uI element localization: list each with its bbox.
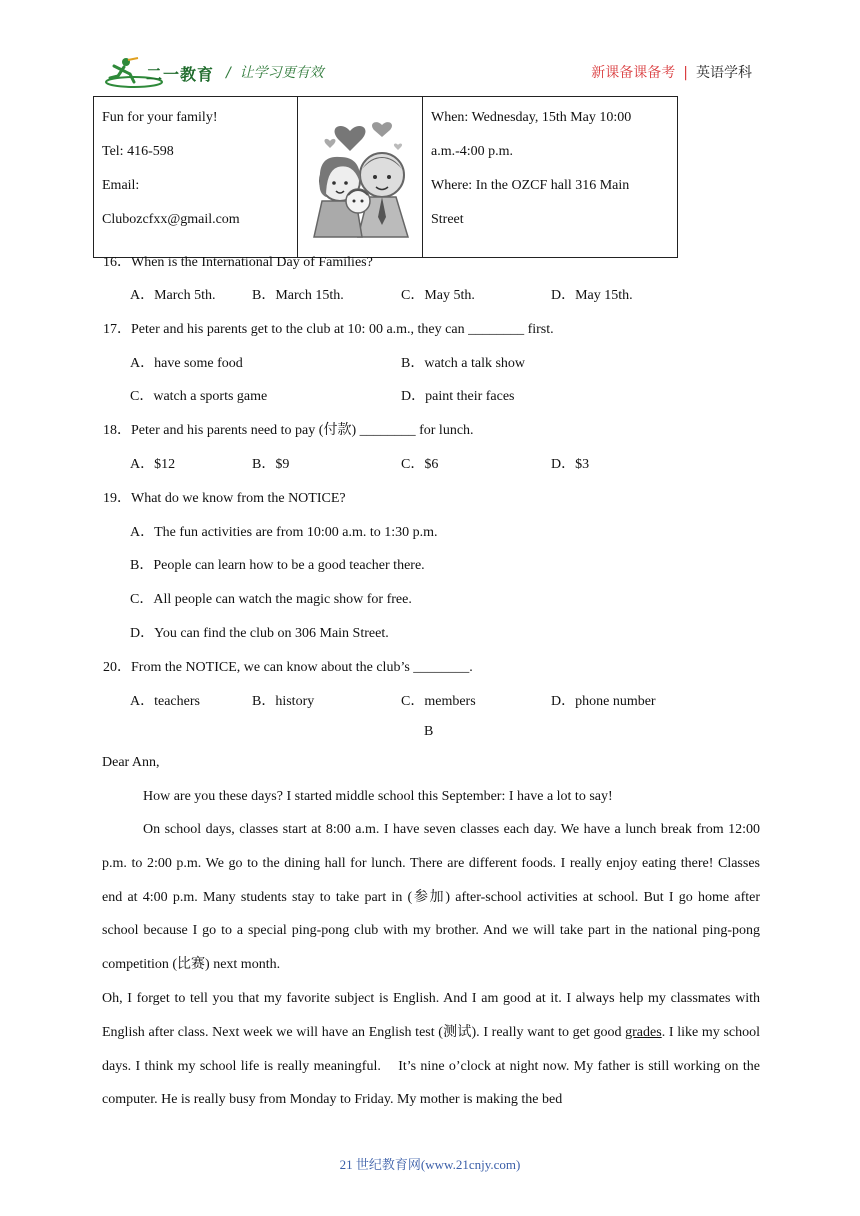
option-a: A．teachers	[130, 694, 200, 709]
option-d: D．$3	[551, 457, 590, 472]
page-header	[0, 0, 860, 92]
letter-paragraph	[102, 982, 760, 1117]
page-footer: 21 世纪教育网(www.21cnjy.com)	[339, 1157, 521, 1172]
option-c: C．members	[401, 694, 476, 709]
notice-line: When: Wednesday, 15th May 10:00	[431, 110, 632, 125]
letter-text: . I like my school days. I think my school life is really meaningful. It’s nine o’clock at night now. My father is still working on the computer. He is really busy from Monday to Friday. My mother is making the bed	[102, 1024, 760, 1108]
option-c: C．watch a sports game	[130, 389, 268, 404]
option-b: B．People can learn how to be a good teacher there.	[130, 558, 425, 573]
option-c: C．All people can watch the magic show for free.	[130, 592, 412, 607]
option-c: C．$6	[401, 457, 439, 472]
slogan: / 让学习更有效	[226, 65, 324, 81]
family-illustration-icon	[298, 97, 422, 243]
section-heading: B	[424, 724, 434, 739]
notice-table	[93, 96, 678, 258]
option-b: B．$9	[252, 457, 290, 472]
notice-line: Street	[431, 212, 464, 227]
notice-details-cell	[423, 97, 678, 258]
letter-text: Oh, I forget to tell you that my favorite subject is English. And I am good at it. I always help my classmates with English after class. Next week we will have an English test (测试). I really want to get good	[102, 991, 760, 1040]
question-stem: 18．Peter and his parents need to pay (付款) ________ for lunch.	[103, 423, 474, 438]
notice-line: a.m.-4:00 p.m.	[431, 144, 514, 159]
question-stem: 19．What do we know from the NOTICE?	[103, 491, 346, 506]
notice-line: Fun for your family!	[102, 110, 218, 125]
letter-paragraph: How are you these days? I started middle school this September: I have a lot to say!	[143, 789, 613, 804]
slogan-text: 让学习更有效	[239, 65, 324, 81]
notice-image-cell	[298, 97, 423, 258]
notice-line: Tel: 416-598	[102, 144, 174, 159]
underlined-word: grades	[625, 1024, 662, 1040]
letter-greeting: Dear Ann,	[102, 755, 160, 770]
option-b: B．watch a talk show	[401, 356, 526, 371]
logo-text: 二一教育	[146, 65, 215, 84]
notice-line: Where: In the OZCF hall 316 Main	[431, 178, 630, 193]
notice-contact-cell	[94, 97, 298, 258]
header-tagline: 新课备课备考	[591, 65, 676, 81]
header-right	[591, 62, 752, 82]
option-c: C．May 5th.	[401, 288, 475, 303]
option-b: B．March 15th.	[252, 288, 344, 303]
question-stem: 16．When is the International Day of Families?	[103, 255, 373, 270]
question-stem: 17．Peter and his parents get to the club at 10: 00 a.m., they can ________ first.	[103, 322, 554, 337]
letter-paragraph: On school days, classes start at 8:00 a.m. I have seven classes each day. We have a lunch break from 12:00 p.m. to 2:00 p.m. We go to the dining hall for lunch. There are different foods. I really enjoy eating there! Classes end at 4:00 p.m. Many students stay to take part in (参加) after-school activities at school. But I go home after school because I go to a special ping-pong club with my brother. And we will take part in the national ping-pong competition (比赛) next month.	[102, 822, 760, 973]
option-a: A．have some food	[130, 356, 243, 371]
notice-line: Clubozcfxx@gmail.com	[102, 212, 240, 227]
option-d: D．You can find the club on 306 Main Street.	[130, 626, 389, 641]
question-stem: 20．From the NOTICE, we can know about the club’s ________.	[103, 660, 473, 675]
option-d: D．paint their faces	[401, 389, 515, 404]
option-d: D．May 15th.	[551, 288, 633, 303]
notice-line: Email:	[102, 178, 140, 193]
header-subject: 英语学科	[696, 65, 752, 81]
header-separator: |	[683, 65, 688, 81]
option-d: D．phone number	[551, 694, 656, 709]
option-a: A．$12	[130, 457, 176, 472]
option-b: B．history	[252, 694, 315, 709]
option-a: A．March 5th.	[130, 288, 216, 303]
option-a: A．The fun activities are from 10:00 a.m. to 1:30 p.m.	[130, 525, 438, 540]
